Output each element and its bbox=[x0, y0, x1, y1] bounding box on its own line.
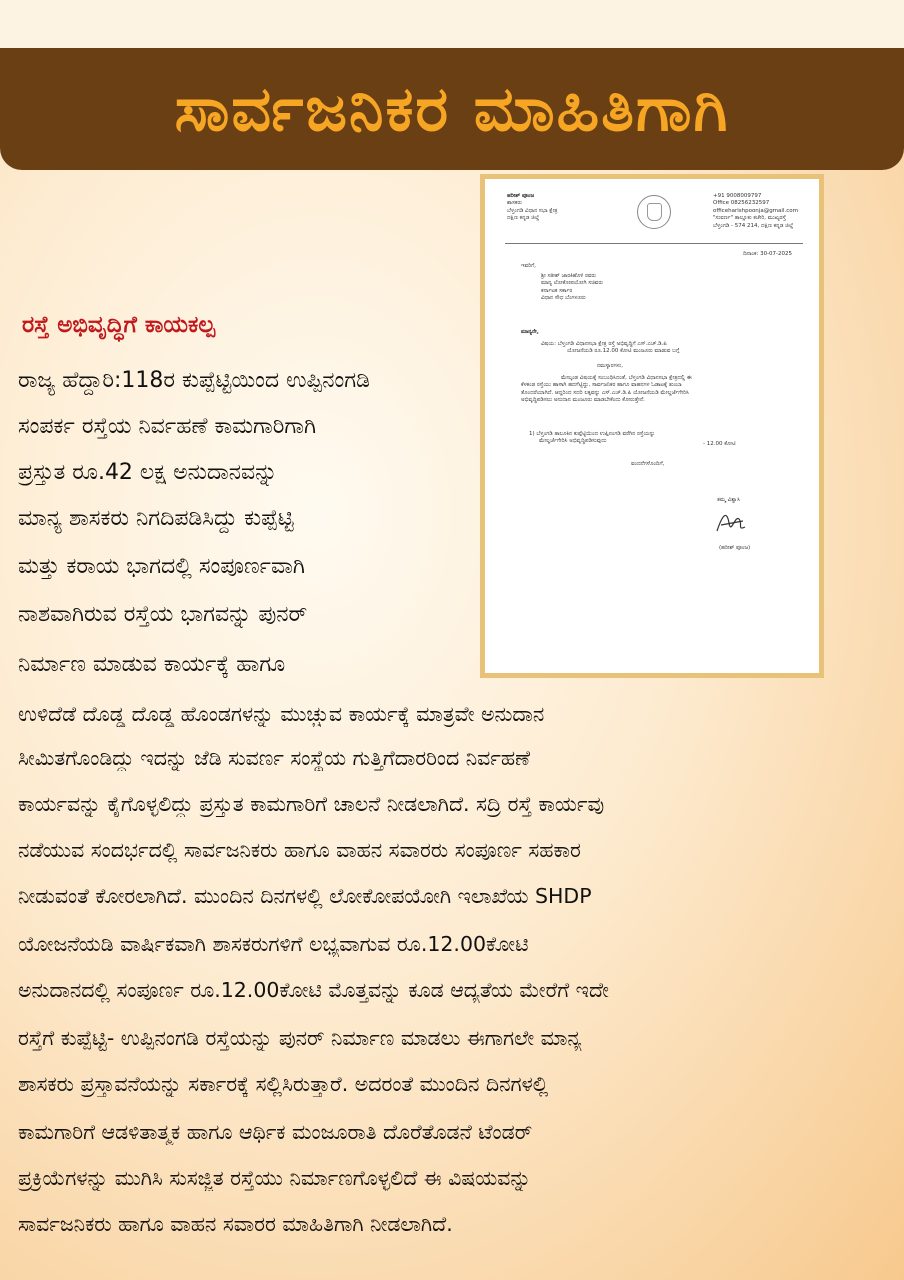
article-line: ಮಾನ್ಯ ಶಾಸಕರು ನಿಗದಿಪಡಿಸಿದ್ದು ಕುಪ್ಪೆಟ್ಟಿ bbox=[18, 506, 294, 531]
letter-line: ಬೆಳ್ತಂಗಡಿ - 574 214, ದಕ್ಷಿಣ ಕನ್ನಡ ಜಿಲ್ಲೆ bbox=[713, 222, 794, 229]
letter-line: ವಿಧಾನ ಸೌಧ ಬೆಂಗಳೂರು bbox=[541, 295, 586, 302]
signature-icon bbox=[713, 509, 749, 539]
article-line: ಯೋಜನೆಯಡಿ ವಾರ್ಷಿಕವಾಗಿ ಶಾಸಕರುಗಳಿಗೆ ಲಭ್ಯವಾಗುವ ರೂ.12.00ಕೋಟಿ bbox=[18, 932, 529, 956]
letter-header-left bbox=[507, 193, 558, 223]
letter-subject bbox=[541, 341, 679, 356]
article-line: ರಾಜ್ಯ ಹೆದ್ದಾರಿ:118ರ ಕುಪ್ಪೆಟ್ಟಿಯಿಂದ ಉಪ್ಪಿನಂಗಡಿ bbox=[18, 368, 370, 393]
article-line: ಪ್ರಸ್ತುತ ರೂ.42 ಲಕ್ಷ ಅನುದಾನವನ್ನು bbox=[18, 460, 278, 485]
letter-line: ವಿಷಯ: ಬೆಳ್ತಂಗಡಿ ವಿಧಾನಸಭಾ ಕ್ಷೇತ್ರ ರಸ್ತೆ ಅಭಿವೃದ್ಧಿಗೆ ಎಸ್.ಎಚ್.ಡಿ.ಪಿ bbox=[541, 341, 667, 347]
letter-line: ಯೋಜನೆಯಡಿ ರೂ.12.00 ಕೋಟಿ ಮಂಜೂರು ಮಾಡುವ ಬಗ್ಗೆ bbox=[567, 348, 680, 355]
letter-line: ಮೇಲ್ಕಂಡ ವಿಷಯಕ್ಕೆ ಸಂಬಂಧಿಸಿದಂತೆ, ಬೆಳ್ತಂಗಡಿ ವಿಧಾನಸಭಾ ಕ್ಷೇತ್ರದಲ್ಲಿ ಈ bbox=[561, 375, 692, 381]
letter-line: ಮಾನ್ಯ ಲೋಕೋಪಯೋಗಿ ಸಚಿವರು bbox=[541, 280, 604, 287]
letter-item bbox=[529, 431, 655, 446]
letter-image bbox=[480, 174, 824, 678]
letter-line: Office 08256232597 bbox=[713, 200, 770, 207]
article-line: ನೀಡುವಂತೆ ಕೋರಲಾಗಿದೆ. ಮುಂದಿನ ದಿನಗಳಲ್ಲಿ ಲೋಕೋಪಯೋಗಿ ಇಲಾಖೆಯ SHDP bbox=[18, 884, 592, 908]
article-line: ಕಾರ್ಯವನ್ನು ಕೈಗೊಳ್ಳಲಿದ್ದು ಪ್ರಸ್ತುತ ಕಾಮಗಾರಿಗೆ ಚಾಲನೆ ನೀಡಲಾಗಿದೆ. ಸದ್ರಿ ರಸ್ತೆ ಕಾರ್ಯವು bbox=[18, 792, 605, 816]
banner-title: ಸಾರ್ವಜನಿಕರ ಮಾಹಿತಿಗಾಗಿ bbox=[174, 72, 730, 145]
article-line: ನಾಶವಾಗಿರುವ ರಸ್ತೆಯ ಭಾಗವನ್ನು ಪುನರ್ bbox=[18, 602, 308, 627]
title-banner bbox=[0, 48, 904, 170]
letter-line: ಬೆಳ್ತಂಗಡಿ ವಿಧಾನ ಸಭಾ ಕ್ಷೇತ್ರ bbox=[507, 207, 558, 214]
letter-line: ಅಭಿವೃದ್ಧಿಪಡಿಸಲು ಅನುದಾನ ಮಂಜೂರು ಮಾಡಬೇಕೆಂದು ಕೋರುತ್ತೇನೆ. bbox=[521, 397, 645, 404]
letter-amount: - 12.00 ಕೋಟಿ bbox=[703, 441, 736, 447]
article-line: ಸೀಮಿತಗೊಂಡಿದ್ದು ಇದನ್ನು ಜೆಡಿ ಸುವರ್ಣ ಸಂಸ್ಥೆಯ ಗುತ್ತಿಗೆದಾರರಿಂದ ನಿರ್ವಹಣೆ bbox=[18, 746, 531, 770]
article-heading: ರಸ್ತೆ ಅಭಿವೃದ್ಧಿಗೆ ಕಾಯಕಲ್ಪ bbox=[22, 312, 216, 338]
letter-line: ಶ್ರೀ ಸತೀಶ್ ಜಾರಕಿಹೊಳಿ ರವರು bbox=[541, 273, 597, 279]
article-line: ಉಳಿದೆಡೆ ದೊಡ್ಡ ದೊಡ್ಡ ಹೊಂಡಗಳನ್ನು ಮುಚ್ಚುವ ಕಾರ್ಯಕ್ಕೆ ಮಾತ್ರವೇ ಅನುದಾನ bbox=[18, 702, 545, 726]
letter-line: ಕರ್ನಾಟಕ ಸರ್ಕಾರ bbox=[541, 287, 573, 294]
letter-line: ಹರೀಶ್ ಪೂಂಜ bbox=[507, 193, 535, 199]
letter-line: "ಸುವರ್ಣ" ತಾಲ್ಲೂಕು ಕಚೇರಿ, ಮುಖ್ಯರಸ್ತೆ bbox=[713, 215, 787, 222]
letter-line: +91 9008009797 bbox=[713, 193, 762, 199]
letter-to: ಇವರಿಗೆ, bbox=[521, 263, 536, 269]
letter-salutation: ಮಾನ್ಯರೇ, bbox=[521, 329, 539, 335]
letter-thanks: ವಂದನೆಗಳೊಂದಿಗೆ, bbox=[631, 461, 665, 467]
article-line: ಕಾಮಗಾರಿಗೆ ಆಡಳಿತಾತ್ಮಕ ಹಾಗೂ ಆರ್ಥಿಕ ಮಂಜೂರಾತಿ ದೊರೆತೊಡನೆ ಟೆಂಡರ್ bbox=[18, 1120, 533, 1144]
article-line: ಶಾಸಕರು ಪ್ರಸ್ತಾವನೆಯನ್ನು ಸರ್ಕಾರಕ್ಕೆ ಸಲ್ಲಿಸಿರುತ್ತಾರೆ. ಅದರಂತೆ ಮುಂದಿನ ದಿನಗಳಲ್ಲಿ bbox=[18, 1072, 549, 1096]
letter-line: ಶಾಸಕರು bbox=[507, 200, 523, 207]
letter-date: ದಿನಾಂಕ: 30-07-2025 bbox=[743, 251, 793, 257]
letter-line: officeharishpoonja@gmail.com bbox=[713, 207, 798, 214]
government-seal-icon bbox=[637, 195, 671, 229]
letter-signatory: (ಹರೀಶ್ ಪೂಂಜ) bbox=[719, 545, 751, 551]
letter-header-right bbox=[713, 193, 798, 230]
article-line: ನಡೆಯುವ ಸಂದರ್ಭದಲ್ಲಿ ಸಾರ್ವಜನಿಕರು ಹಾಗೂ ವಾಹನ ಸವಾರರು ಸಂಪೂರ್ಣ ಸಹಕಾರ bbox=[18, 838, 581, 862]
article-line: ಮತ್ತು ಕರಾಯ ಭಾಗದಲ್ಲಿ ಸಂಪೂರ್ಣವಾಗಿ bbox=[18, 554, 305, 579]
article-line: ಸಂಪರ್ಕ ರಸ್ತೆಯ ನಿರ್ವಹಣೆ ಕಾಮಗಾರಿಗಾಗಿ bbox=[18, 414, 317, 439]
letter-line: ಕೆಳಕಂಡ ರಸ್ತೆಯು ಹಾಳಾಗಿ ಹದಗೆಟ್ಟಿದ್ದು, ಸಾರ್ವಜನಿಕರ ಹಾಗೂ ವಾಹನಗಳ ಓಡಾಟಕ್ಕೆ ತುಂಬಾ bbox=[521, 382, 682, 389]
article-line: ಪ್ರಕ್ರಿಯೆಗಳನ್ನು ಮುಗಿಸಿ ಸುಸಜ್ಜಿತ ರಸ್ತೆಯು ನಿರ್ಮಾಣಗೊಳ್ಳಲಿದೆ ಈ ವಿಷಯವನ್ನು bbox=[18, 1166, 532, 1190]
letter-closing: ತಮ್ಮ ವಿಶ್ವಾಸಿ bbox=[717, 497, 741, 503]
article-line: ನಿರ್ಮಾಣ ಮಾಡುವ ಕಾರ್ಯಕ್ಕೆ ಹಾಗೂ bbox=[18, 652, 286, 677]
letter-line: ದಕ್ಷಿಣ ಕನ್ನಡ ಜಿಲ್ಲೆ bbox=[507, 215, 540, 222]
top-strip bbox=[0, 0, 904, 48]
article-line: ಅನುದಾನದಲ್ಲಿ ಸಂಪೂರ್ಣ ರೂ.12.00ಕೋಟಿ ಮೊತ್ತವನ್ನು ಕೂಡ ಆದ್ಯತೆಯ ಮೇರೆಗೆ ಇದೇ bbox=[18, 978, 609, 1002]
letter-line: ಮೇಲ್ದರ್ಜೆಗೇರಿಸಿ ಅಭಿವೃದ್ಧಿಪಡಿಸುವುದು bbox=[539, 438, 607, 445]
letter-recipient bbox=[541, 273, 603, 303]
article-line: ರಸ್ತೆಗೆ ಕುಪ್ಪೆಟ್ಟಿ- ಉಪ್ಪಿನಂಗಡಿ ರಸ್ತೆಯನ್ನು ಪುನರ್ ನಿರ್ಮಾಣ ಮಾಡಲು ಈಗಾಗಲೇ ಮಾನ್ಯ bbox=[18, 1026, 582, 1050]
letter-line: 1) ಬೆಳ್ತಂಗಡಿ ತಾಲೂಕಿನ ಕುಪ್ಪೆಟ್ಟಿಯಿಂದ ಉಪ್ಪಿನಂಗಡಿ ವರೆಗಿನ ರಸ್ತೆಯನ್ನು bbox=[529, 431, 655, 437]
letter-body bbox=[521, 375, 811, 405]
article-line: ಸಾರ್ವಜನಿಕರು ಹಾಗೂ ವಾಹನ ಸವಾರರ ಮಾಹಿತಿಗಾಗಿ ನೀಡಲಾಗಿದೆ. bbox=[18, 1212, 453, 1236]
letter-greeting: ನಮಸ್ಕಾರಗಳು, bbox=[597, 363, 624, 369]
letter-line: ತೊಂದರೆಯಾಗಿದೆ. ಆದ್ದರಿಂದ ಸದರಿ ಲಕ್ಕವನ್ನು ಎಸ್.ಎಚ್.ಡಿ.ಪಿ ಯೋಜನೆಯಡಿ ಮೇಲ್ದರ್ಜೆಗೇರಿಸಿ bbox=[521, 389, 689, 396]
letter-divider bbox=[505, 243, 803, 244]
